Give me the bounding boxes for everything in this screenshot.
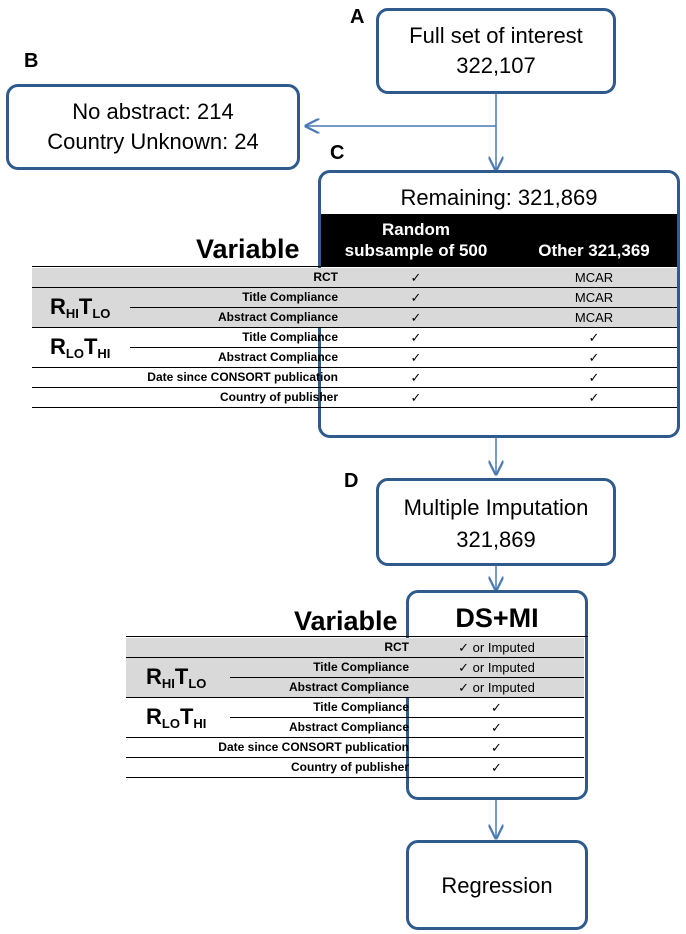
row-label: Date since CONSORT publication	[147, 370, 338, 384]
row-label: Title Compliance	[313, 660, 409, 674]
row-col2: MCAR	[574, 310, 614, 325]
row-col1: ✓	[410, 390, 422, 405]
group-rhi-tlo-cell	[126, 658, 230, 698]
country-unknown-text: Country Unknown: 24	[47, 129, 259, 154]
full-set-count: 322,107	[456, 53, 536, 78]
table-row	[32, 388, 677, 408]
row-value: ✓	[491, 720, 502, 735]
table-d-variable-title: Variable	[294, 606, 398, 636]
table-row	[126, 638, 584, 658]
row-label: Country of publisher	[220, 390, 338, 404]
row-label: Abstract Compliance	[288, 720, 409, 734]
row-value: ✓ or Imputed	[458, 640, 535, 655]
full-set-box	[376, 8, 616, 94]
row-col2: ✓	[588, 370, 600, 385]
excluded-box	[6, 84, 300, 170]
table-row	[130, 328, 677, 348]
row-col2: MCAR	[574, 290, 614, 305]
row-col2: ✓	[588, 330, 600, 345]
row-col1: ✓	[410, 330, 422, 345]
row-label: Country of publisher	[291, 760, 409, 774]
group-rhi-tlo-label: $R_{HI}T_{LO}$	[146, 664, 207, 691]
remaining-text: Remaining: 321,869	[400, 185, 598, 210]
table-row	[130, 308, 677, 328]
row-label: RCT	[384, 640, 409, 654]
other-header: Other 321,369	[538, 241, 650, 260]
table-row	[230, 658, 584, 678]
table-row	[230, 718, 584, 738]
row-col1: ✓	[410, 350, 422, 365]
row-col2: MCAR	[574, 270, 614, 285]
table-row	[126, 758, 584, 778]
table-d-top-rule	[126, 636, 588, 637]
row-col2: ✓	[588, 350, 600, 365]
group-rlo-thi-cell	[32, 328, 130, 368]
table-row	[126, 738, 584, 758]
panel-d-letter: D	[344, 470, 359, 492]
panel-b-letter: B	[24, 50, 39, 72]
row-value: ✓ or Imputed	[458, 680, 535, 695]
regression-box	[406, 840, 588, 930]
group-rhi-tlo-cell	[32, 288, 130, 328]
no-abstract-text: No abstract: 214	[72, 99, 234, 124]
row-value: ✓ or Imputed	[458, 660, 535, 675]
row-col2: ✓	[588, 390, 600, 405]
row-label: Title Compliance	[313, 700, 409, 714]
group-rlo-thi-label: $R_{LO}T_{HI}$	[146, 704, 207, 731]
row-label: Title Compliance	[242, 330, 338, 344]
row-value: ✓	[491, 700, 502, 715]
table-row	[32, 268, 677, 288]
imputation-count: 321,869	[456, 527, 536, 552]
random-header-line2: subsample of 500	[344, 241, 488, 260]
table-c-variable-title: Variable	[196, 234, 300, 264]
row-label: Abstract Compliance	[288, 680, 409, 694]
row-label: Abstract Compliance	[217, 350, 338, 364]
table-c-header	[321, 214, 677, 266]
group-rhi-tlo-label: $R_{HI}T_{LO}$	[50, 294, 111, 321]
row-col1: ✓	[410, 290, 422, 305]
table-row	[230, 698, 584, 718]
row-col1: ✓	[410, 310, 422, 325]
table-row	[230, 678, 584, 698]
row-value: ✓	[491, 760, 502, 775]
row-col1: ✓	[410, 370, 422, 385]
panel-a-letter: A	[350, 6, 365, 28]
row-value: ✓	[491, 740, 502, 755]
table-c-top-rule	[32, 266, 677, 267]
table-row	[130, 288, 677, 308]
row-col1: ✓	[410, 270, 422, 285]
panel-c-letter: C	[330, 142, 345, 164]
dsmi-header: DS+MI	[455, 603, 539, 633]
imputation-title: Multiple Imputation	[403, 495, 589, 520]
row-label: Date since CONSORT publication	[218, 740, 409, 754]
table-row	[32, 368, 677, 388]
regression-label: Regression	[441, 873, 553, 898]
imputation-box	[376, 478, 616, 566]
table-row	[130, 348, 677, 368]
group-rlo-thi-label: $R_{LO}T_{HI}$	[50, 334, 111, 361]
row-label: Abstract Compliance	[217, 310, 338, 324]
row-label: RCT	[313, 270, 338, 284]
row-label: Title Compliance	[242, 290, 338, 304]
random-header-line1: Random	[382, 220, 450, 239]
full-set-title: Full set of interest	[409, 23, 583, 48]
group-rlo-thi-cell	[126, 698, 230, 738]
